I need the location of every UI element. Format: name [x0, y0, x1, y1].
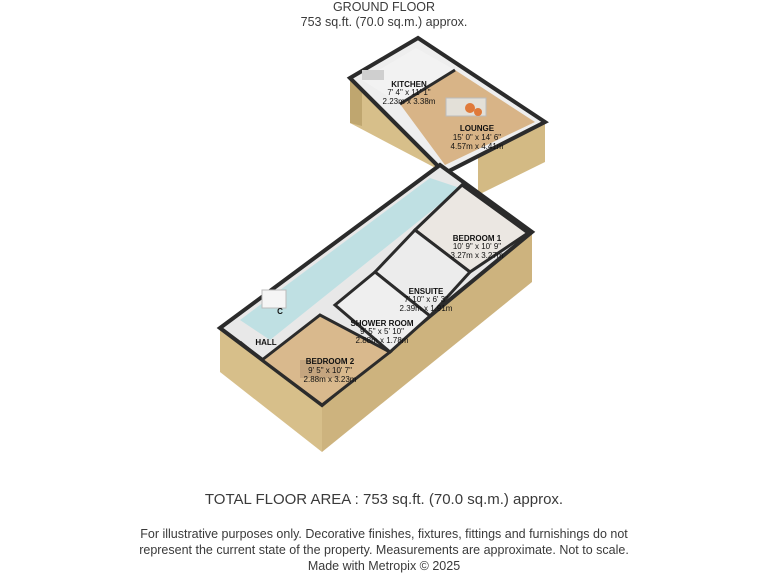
disclaimer-line-2: represent the current state of the property. Measurements are approximate. Not to scale. [139, 543, 629, 557]
lounge-imperial: 15' 0" x 14' 6" [452, 133, 502, 142]
total-floor-area: TOTAL FLOOR AREA : 753 sq.ft. (70.0 sq.m.) approx. [204, 491, 564, 508]
kitchen-imperial: 7' 4" x 11' 1" [387, 88, 431, 97]
cupboard-name: C [277, 307, 283, 316]
lounge-metric: 4.57m x 4.41m [450, 142, 504, 151]
bedroom1-name: BEDROOM 1 [452, 234, 502, 243]
shower-name: SHOWER ROOM [350, 319, 414, 328]
kitchen-name: KITCHEN [391, 80, 427, 89]
shower-imperial: 9' 5" x 5' 10" [360, 327, 404, 336]
floor-title: GROUND FLOOR [332, 0, 436, 14]
credit-line: Made with Metropix © 2025 [307, 559, 461, 573]
ensuite-name: ENSUITE [408, 287, 444, 296]
bedroom2-metric: 2.88m x 3.23m [303, 375, 357, 384]
ensuite-imperial: 7' 10" x 6' 3" [404, 295, 448, 304]
shower-metric: 2.88m x 1.78m [355, 336, 409, 345]
floor-area: 753 sq.ft. (70.0 sq.m.) approx. [300, 15, 468, 29]
bedroom1-imperial: 10' 9" x 10' 9" [452, 242, 502, 251]
hall-name: HALL [255, 338, 277, 347]
cupboard-unit [262, 290, 286, 308]
cushion-icon [465, 103, 475, 113]
bedroom2-imperial: 9' 5" x 10' 7" [308, 366, 352, 375]
bedroom2-name: BEDROOM 2 [305, 357, 355, 366]
kitchen-metric: 2.23m x 3.38m [382, 97, 436, 106]
kitchen-counter [362, 70, 384, 80]
ensuite-metric: 2.39m x 1.91m [399, 304, 453, 313]
lounge-name: LOUNGE [459, 124, 495, 133]
cushion-icon [474, 108, 482, 116]
bedroom1-metric: 3.27m x 3.27m [450, 251, 504, 260]
disclaimer-line-1: For illustrative purposes only. Decorative finishes, fixtures, fittings and furnishings do not [140, 527, 628, 541]
